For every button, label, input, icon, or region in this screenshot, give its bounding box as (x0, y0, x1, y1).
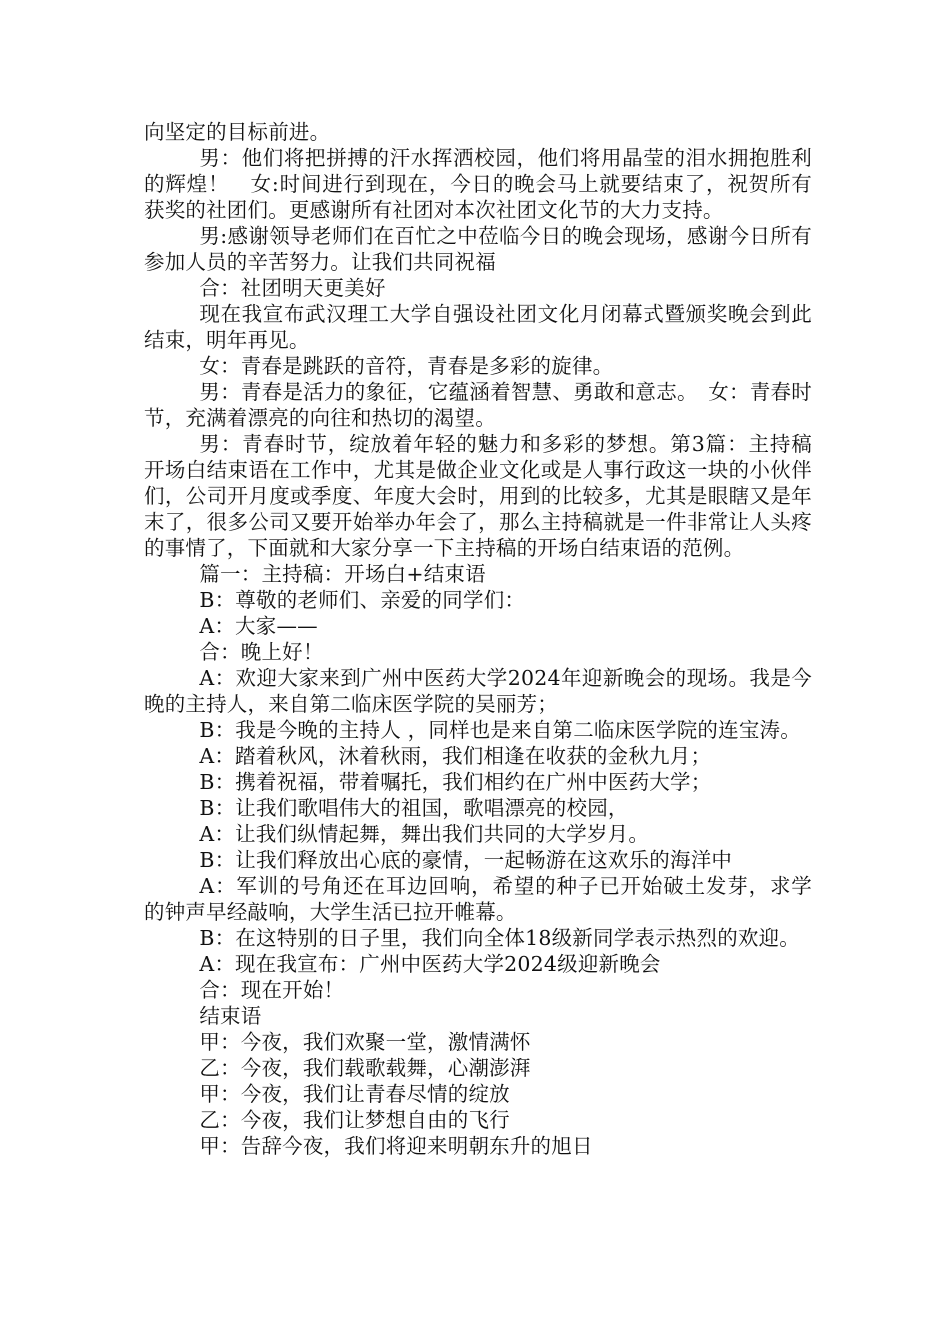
paragraph: A：踏着秋风，沐着秋雨，我们相逢在收获的金秋九月； (199, 744, 712, 768)
paragraph: B：携着祝福，带着嘱托，我们相约在广州中医药大学； (199, 770, 712, 794)
paragraph: 向坚定的目标前进。 (144, 120, 331, 144)
paragraph: 女：青春是跳跃的音符，青春是多彩的旋律。 (199, 354, 614, 378)
paragraph: 乙：今夜，我们载歌载舞，心潮澎湃 (199, 1056, 531, 1080)
paragraph: 结束语 (199, 1004, 262, 1028)
paragraph: 乙：今夜，我们让梦想自由的飞行 (199, 1108, 510, 1132)
paragraph: 甲：今夜，我们让青春尽情的绽放 (199, 1082, 510, 1106)
paragraph: 合：晚上好！ (199, 640, 324, 664)
paragraph: 合：社团明天更美好 (199, 276, 386, 300)
paragraph: B：在这特别的日子里，我们向全体18级新同学表示热烈的欢迎。 (199, 926, 800, 950)
paragraph: 篇一：主持稿：开场白+结束语 (199, 562, 486, 586)
paragraph: A：军训的号角还在耳边回响，希望的种子已开始破土发芽，求学的钟声早经敲响，大学生活已拉开帷幕。 (144, 874, 812, 924)
paragraph: 男：青春时节，绽放着年轻的魅力和多彩的梦想。第3篇：主持稿开场白结束语在工作中，尤其是做企业文化或是人事行政这一块的小伙伴们，公司开月度或季度、年度大会时，用到的比较多，尤其是眼瞎又是年末了，很多公司又要开始举办年会了，那么主持稿就是一件非常让人头疼的事情了，下面就和大家分享一下主持稿的开场白结束语的范例。 (144, 432, 812, 560)
paragraph: B：让我们歌唱伟大的祖国，歌唱漂亮的校园， (199, 796, 629, 820)
paragraph: 甲：告辞今夜，我们将迎来明朝东升的旭日 (199, 1134, 593, 1158)
paragraph: B：尊敬的老师们、亲爱的同学们： (199, 588, 526, 612)
paragraph: B：我是今晚的主持人 ，同样也是来自第二临床医学院的连宝涛。 (199, 718, 801, 742)
paragraph: 男：他们将把拼搏的汗水挥洒校园，他们将用晶莹的泪水拥抱胜利的辉煌！ 女:时间进行到现在，今日的晚会马上就要结束了，祝贺所有获奖的社团们。更感谢所有社团对本次社团文化节的大力支持。 (144, 146, 812, 222)
paragraph: A：现在我宣布：广州中医药大学2024级迎新晚会 (199, 952, 661, 976)
paragraph: 合：现在开始！ (199, 978, 345, 1002)
paragraph: B：让我们释放出心底的豪情，一起畅游在这欢乐的海洋中 (199, 848, 733, 872)
paragraph: 男：青春是活力的象征，它蕴涵着智慧、勇敢和意志。 女：青春时节，充满着漂亮的向往和热切的渴望。 (144, 380, 812, 430)
paragraph: 男:感谢领导老师们在百忙之中莅临今日的晚会现场，感谢今日所有参加人员的辛苦努力。让我们共同祝福 (144, 224, 812, 274)
paragraph: A：让我们纵情起舞，舞出我们共同的大学岁月。 (199, 822, 650, 846)
document-body (144, 119, 812, 1159)
paragraph: 甲：今夜，我们欢聚一堂，激情满怀 (199, 1030, 531, 1054)
paragraph: A：欢迎大家来到广州中医药大学2024年迎新晚会的现场。我是今晚的主持人，来自第二临床医学院的吴丽芳； (144, 666, 812, 716)
paragraph: A：大家—— (199, 614, 318, 638)
paragraph: 现在我宣布武汉理工大学自强设社团文化月闭幕式暨颁奖晚会到此结束，明年再见。 (144, 302, 812, 352)
